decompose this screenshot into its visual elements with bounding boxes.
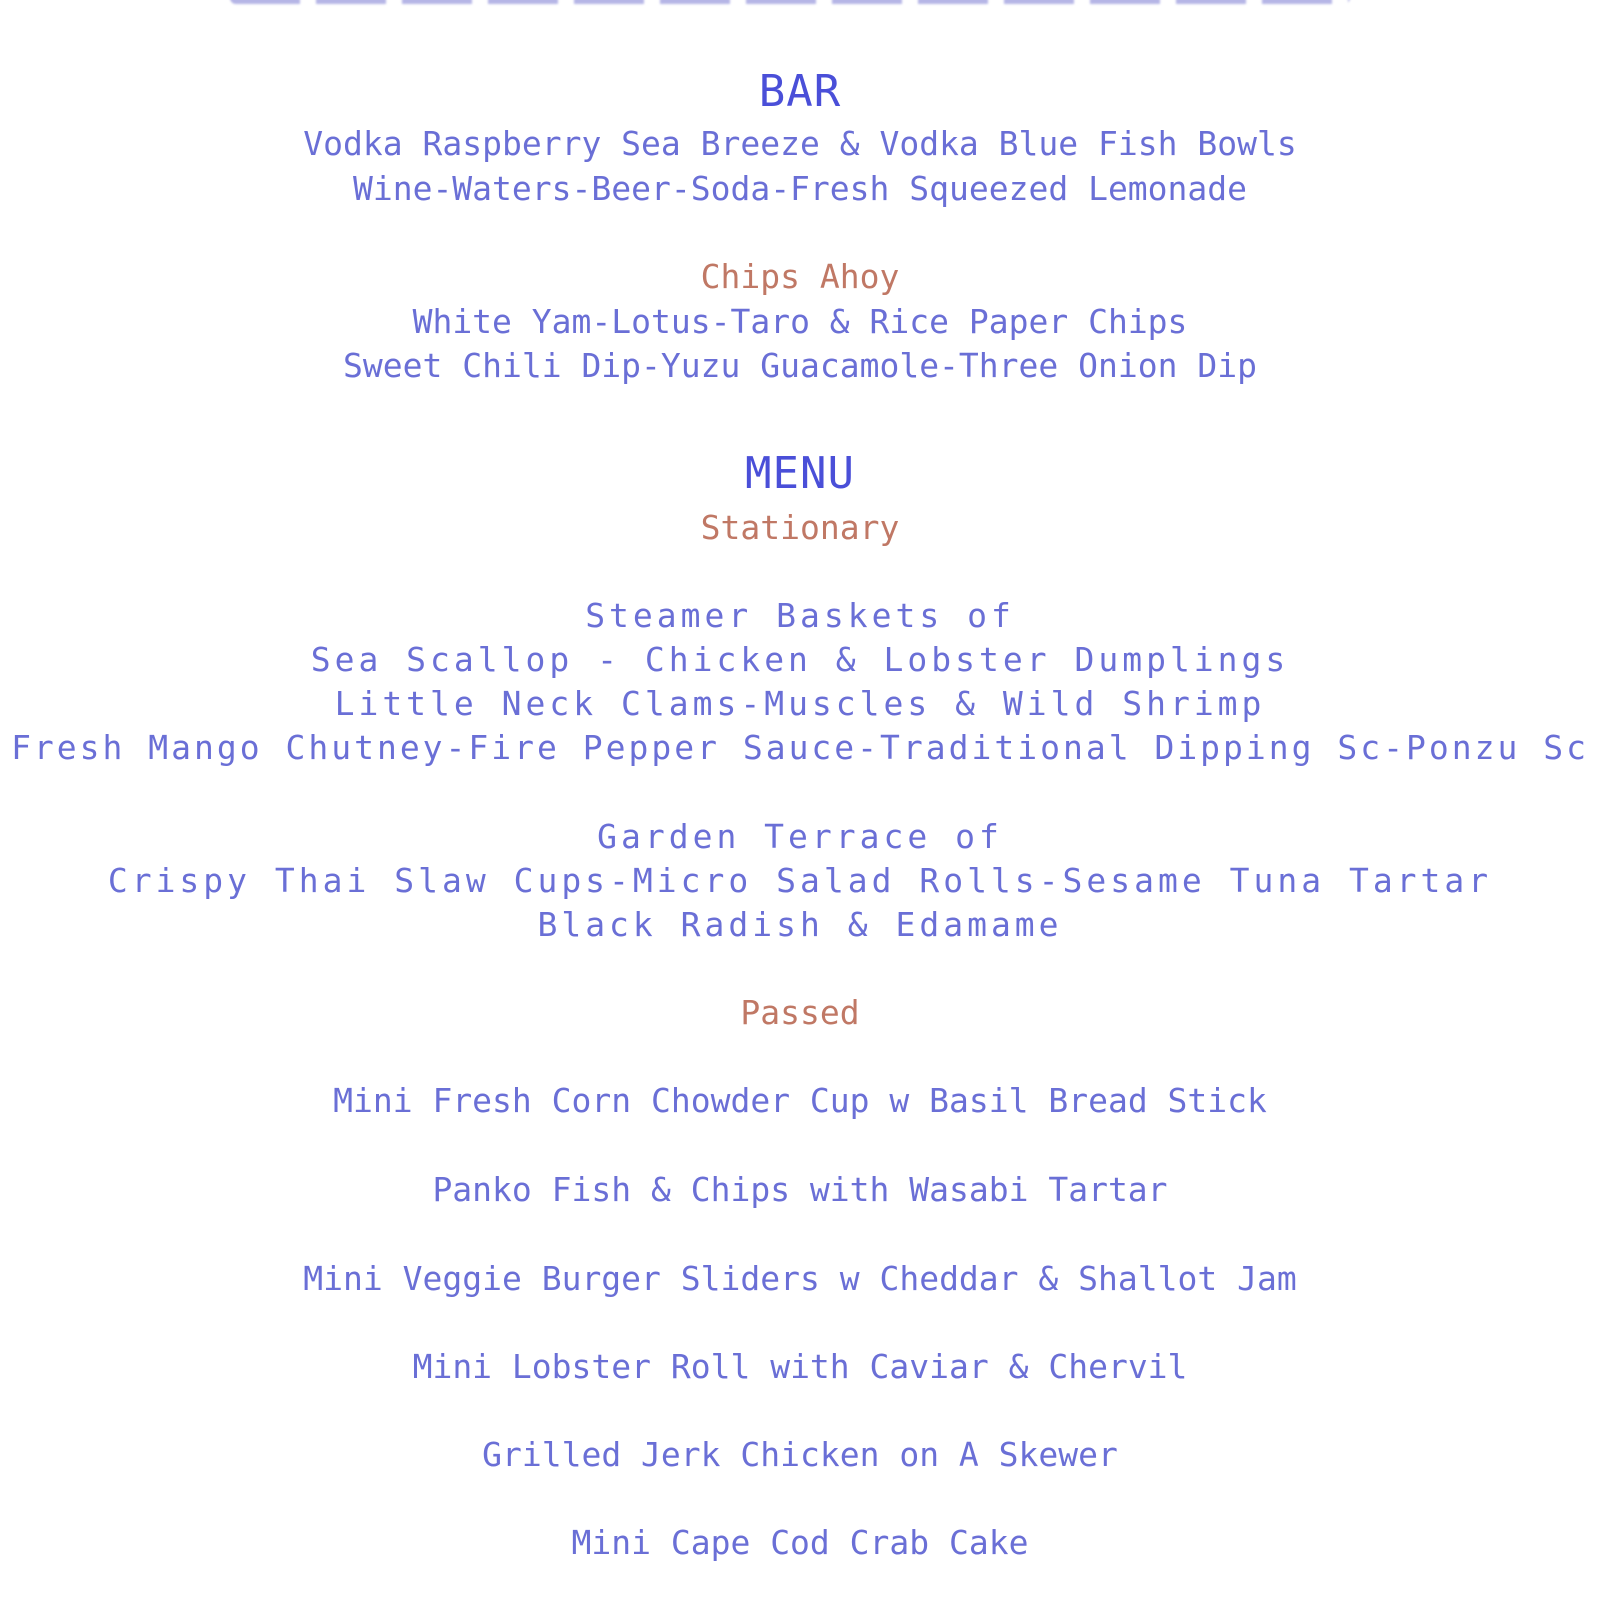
passed-item-2: Panko Fish & Chips with Wasabi Tartar (432, 1170, 1168, 1209)
garden-line-1: Crispy Thai Slaw Cups-Micro Salad Rolls-Sesame Tuna Tartar (107, 861, 1493, 900)
bar-line-2: Wine-Waters-Beer-Soda-Fresh Squeezed Lemonade (352, 169, 1248, 208)
garden-line-2: Black Radish & Edamame (537, 905, 1063, 944)
passed-heading: Passed (740, 993, 860, 1032)
chips-line-2: Sweet Chili Dip-Yuzu Guacamole-Three Onion Dip (343, 346, 1257, 385)
passed-item-1: Mini Fresh Corn Chowder Cup w Basil Bread Stick (333, 1081, 1267, 1120)
menu-heading: MENU (745, 448, 855, 499)
bar-heading: BAR (758, 66, 842, 117)
cropped-top-text (230, 0, 1350, 4)
steamer-heading: Steamer Baskets of (585, 596, 1015, 635)
stationary-heading: Stationary (700, 508, 900, 547)
passed-item-4: Mini Lobster Roll with Caviar & Chervil (412, 1347, 1188, 1386)
passed-item-5: Grilled Jerk Chicken on A Skewer (482, 1435, 1118, 1474)
steamer-line-3: Fresh Mango Chutney-Fire Pepper Sauce-Traditional Dipping Sc-Ponzu Sc (11, 728, 1589, 767)
passed-item-3: Mini Veggie Burger Sliders w Cheddar & Shallot Jam (303, 1259, 1297, 1298)
steamer-line-2: Little Neck Clams-Muscles & Wild Shrimp (334, 684, 1266, 723)
chips-line-1: White Yam-Lotus-Taro & Rice Paper Chips (412, 302, 1188, 341)
steamer-line-1: Sea Scallop - Chicken & Lobster Dumplings (310, 640, 1290, 679)
chips-heading: Chips Ahoy (700, 257, 900, 296)
garden-heading: Garden Terrace of (597, 817, 1003, 856)
passed-item-6: Mini Cape Cod Crab Cake (571, 1523, 1029, 1562)
bar-line-1: Vodka Raspberry Sea Breeze & Vodka Blue Fish Bowls (303, 124, 1297, 163)
